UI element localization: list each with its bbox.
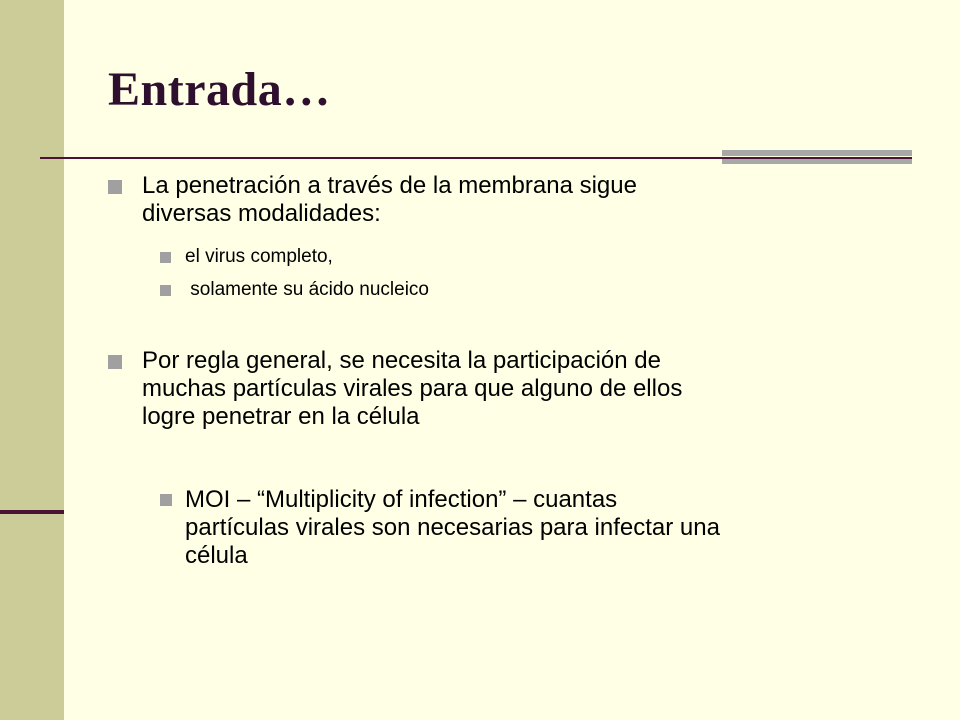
bullet-item-4-line-3: logre penetrar en la célula [142, 403, 420, 430]
bullet-item-1-line-2: diversas modalidades: [142, 200, 381, 227]
bullet-item-1-line-1: La penetración a través de la membrana sigue [142, 172, 637, 199]
square-bullet-icon [108, 180, 122, 194]
square-bullet-icon [160, 494, 172, 506]
bullet-item-5-line-3: célula [185, 542, 248, 569]
slide-title: Entrada… [108, 63, 331, 116]
bullet-item-2: el virus completo, [185, 246, 333, 267]
bullet-item-4 [142, 347, 682, 431]
square-bullet-icon [160, 285, 171, 296]
square-bullet-icon [160, 252, 171, 263]
bullet-item-5 [185, 486, 720, 570]
bullet-item-4-line-2: muchas partículas virales para que alguno de ellos [142, 375, 683, 402]
bullet-item-5-line-2: partículas virales son necesarias para infectar una [185, 514, 720, 541]
bullet-item-5-line-1: MOI – “Multiplicity of infection” – cuantas [185, 486, 618, 513]
bullet-item-4-line-1: Por regla general, se necesita la participación de [142, 347, 661, 374]
square-bullet-icon [108, 355, 122, 369]
bullet-item-3: solamente su ácido nucleico [185, 279, 429, 300]
bullet-item-1 [142, 172, 637, 228]
